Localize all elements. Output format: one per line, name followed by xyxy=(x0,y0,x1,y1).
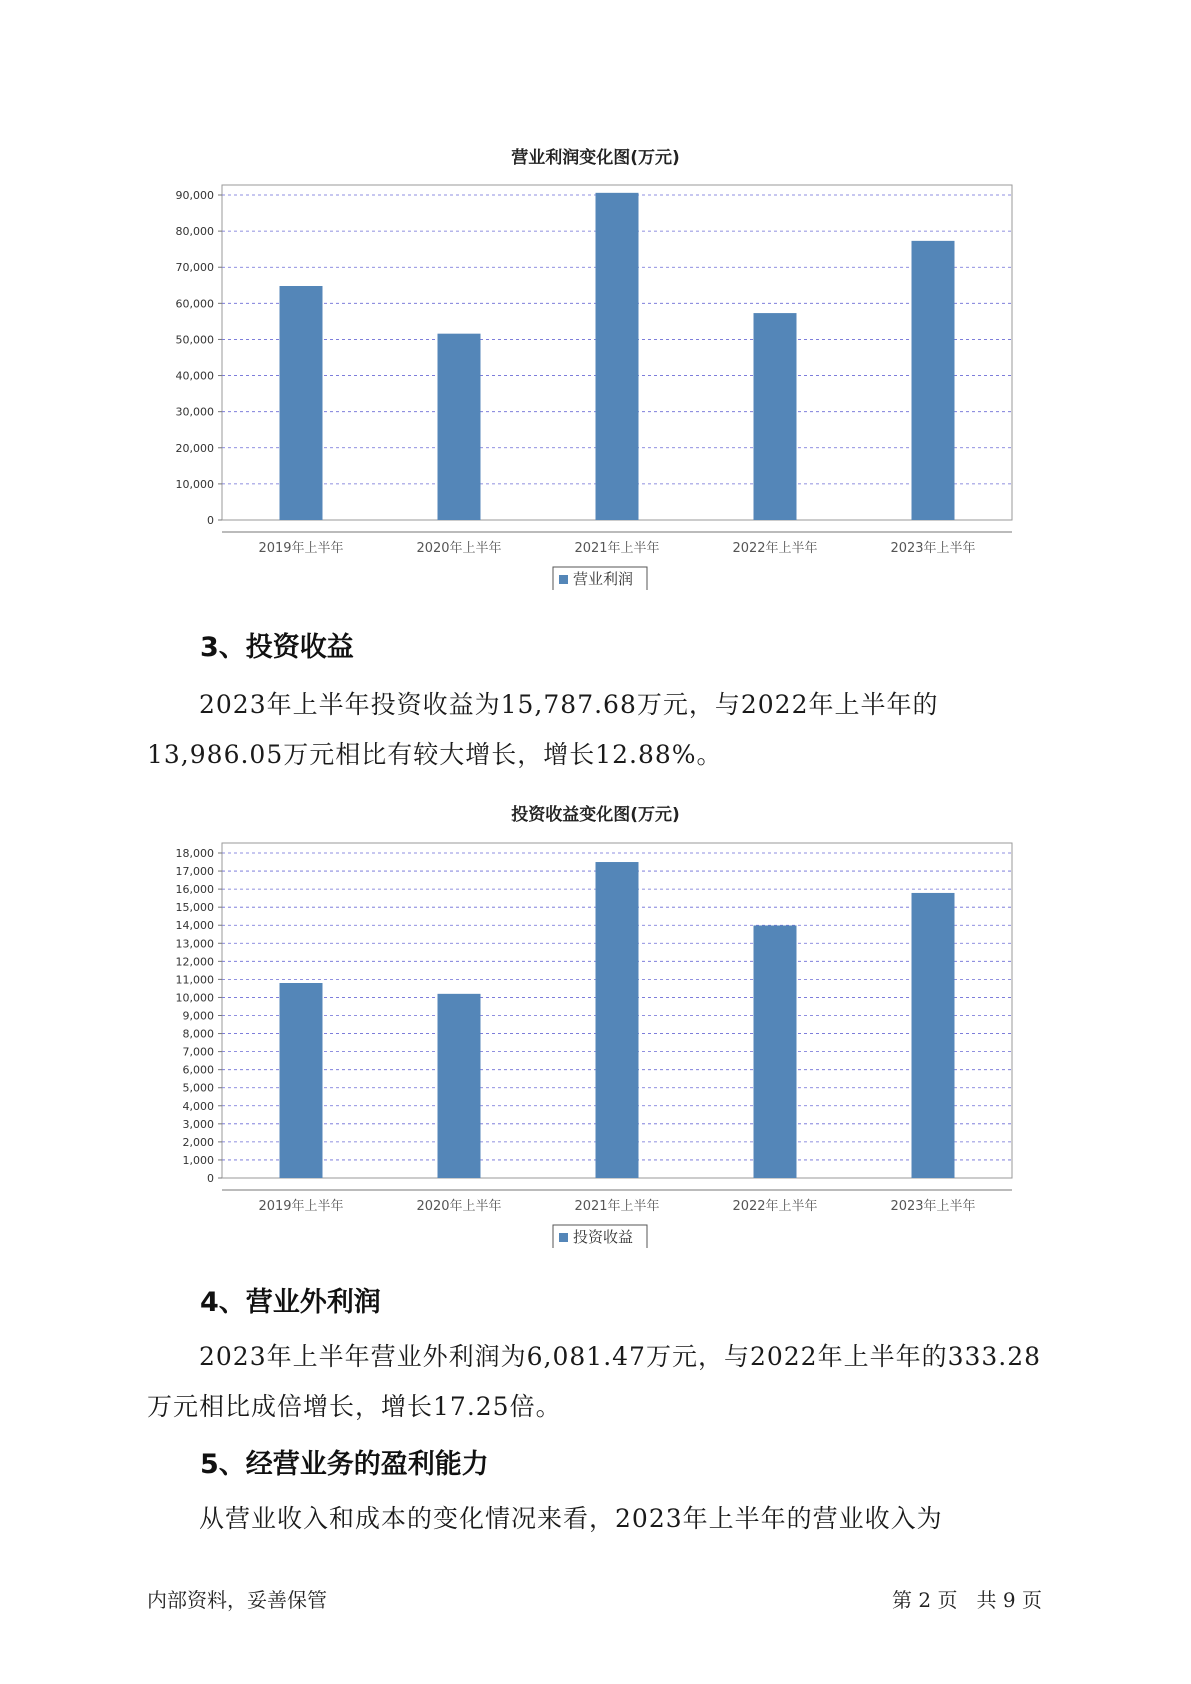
y-tick-label: 9,000 xyxy=(182,1009,214,1023)
x-tick-label: 2022年上半年 xyxy=(732,541,818,556)
y-tick-label: 13,000 xyxy=(175,937,214,951)
y-tick-label: 10,000 xyxy=(175,477,214,491)
bar xyxy=(754,313,797,520)
bar xyxy=(754,925,797,1178)
y-tick-label: 3,000 xyxy=(182,1117,214,1131)
y-tick-label: 0 xyxy=(207,514,214,527)
section-paragraph: 从营业收入和成本的变化情况来看，2023年上半年的营业收入为 xyxy=(199,1504,943,1533)
legend-swatch xyxy=(559,1233,568,1242)
section-heading: 4、营业外利润 xyxy=(200,1287,381,1318)
investment-income-chart xyxy=(0,828,1191,1248)
y-tick-label: 16,000 xyxy=(175,883,214,897)
legend-label: 营业利润 xyxy=(573,570,634,588)
y-tick-label: 40,000 xyxy=(175,369,214,383)
x-tick-label: 2019年上半年 xyxy=(258,1199,344,1214)
section-heading: 5、经营业务的盈利能力 xyxy=(200,1449,489,1480)
x-tick-label: 2021年上半年 xyxy=(574,1199,660,1214)
bar xyxy=(596,193,639,520)
y-tick-label: 2,000 xyxy=(182,1135,214,1149)
y-tick-label: 50,000 xyxy=(175,333,214,347)
y-tick-label: 8,000 xyxy=(182,1027,214,1041)
y-tick-label: 14,000 xyxy=(175,919,214,933)
y-tick-label: 6,000 xyxy=(182,1063,214,1077)
y-tick-label: 18,000 xyxy=(175,847,214,860)
x-tick-label: 2020年上半年 xyxy=(416,1199,502,1214)
x-tick-label: 2023年上半年 xyxy=(890,541,976,556)
y-tick-label: 60,000 xyxy=(175,297,214,311)
x-tick-label: 2021年上半年 xyxy=(574,541,660,556)
y-tick-label: 12,000 xyxy=(175,955,214,969)
x-tick-label: 2022年上半年 xyxy=(732,1199,818,1214)
bar xyxy=(912,241,955,520)
y-tick-label: 17,000 xyxy=(175,865,214,879)
x-tick-label: 2020年上半年 xyxy=(416,541,502,556)
x-tick-label: 2023年上半年 xyxy=(890,1199,976,1214)
y-tick-label: 90,000 xyxy=(175,189,214,202)
y-tick-label: 4,000 xyxy=(182,1099,214,1113)
bar xyxy=(438,334,481,520)
y-tick-label: 11,000 xyxy=(175,973,214,987)
y-tick-label: 15,000 xyxy=(175,901,214,915)
chart-title: 投资收益变化图(万元) xyxy=(511,805,680,825)
operating-profit-chart xyxy=(0,170,1191,590)
section-heading: 3、投资收益 xyxy=(200,632,354,663)
legend-label: 投资收益 xyxy=(573,1228,634,1246)
legend-swatch xyxy=(559,575,568,584)
y-tick-label: 0 xyxy=(207,1172,214,1185)
x-tick-label: 2019年上半年 xyxy=(258,541,344,556)
y-tick-label: 20,000 xyxy=(175,441,214,455)
y-tick-label: 5,000 xyxy=(182,1081,214,1095)
section-paragraph: 2023年上半年营业外利润为6,081.47万元，与2022年上半年的333.28万元相比成倍增长，增长17.25倍。 xyxy=(147,1342,1042,1421)
bar xyxy=(912,893,955,1178)
bar xyxy=(280,983,323,1178)
y-tick-label: 10,000 xyxy=(175,991,214,1005)
page-number: 第 2 页 共 9 页 xyxy=(892,1588,1042,1612)
y-tick-label: 1,000 xyxy=(182,1153,214,1167)
footer-note: 内部资料，妥善保管 xyxy=(147,1588,327,1612)
y-tick-label: 7,000 xyxy=(182,1045,214,1059)
section-paragraph: 2023年上半年投资收益为15,787.68万元，与2022年上半年的13,986.05万元相比有较大增长，增长12.88%。 xyxy=(147,690,939,769)
y-tick-label: 80,000 xyxy=(175,225,214,239)
y-tick-label: 30,000 xyxy=(175,405,214,419)
bar xyxy=(280,286,323,520)
bar xyxy=(438,994,481,1178)
chart-title: 营业利润变化图(万元) xyxy=(511,148,680,168)
y-tick-label: 70,000 xyxy=(175,261,214,275)
bar xyxy=(596,862,639,1178)
